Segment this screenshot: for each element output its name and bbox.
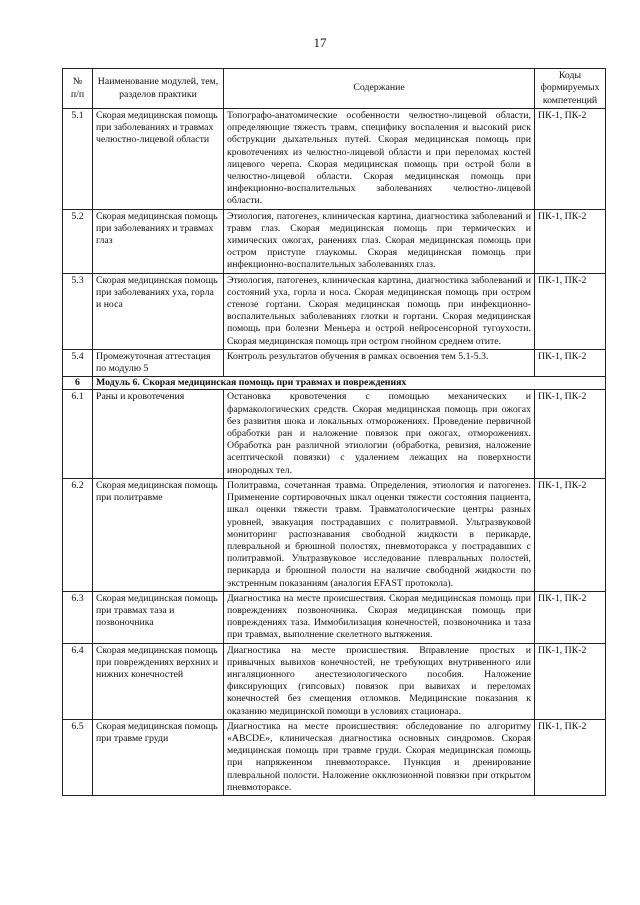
row-num: 6.5	[63, 719, 93, 795]
row-module: Скорая медицинская помощь при политравме	[93, 478, 224, 591]
row-codes: ПК-1, ПК-2	[535, 643, 606, 719]
row-module: Скорая медицинская помощь при заболеваниях и травмах глаз	[93, 209, 224, 273]
section-title: Модуль 6. Скорая медицинская помощь при травмах и повреждениях	[93, 377, 606, 390]
table-row	[63, 390, 606, 478]
table-row	[63, 591, 606, 643]
row-num: 6.3	[63, 591, 93, 643]
row-num: 5.1	[63, 109, 93, 210]
row-codes: ПК-1, ПК-2	[535, 390, 606, 478]
row-module: Скорая медицинская помощь при заболеваниях и травмах челюстно-лицевой области	[93, 109, 224, 210]
row-num: 6.1	[63, 390, 93, 478]
header-codes: Коды формируемых компетенций	[535, 69, 606, 109]
table-row	[63, 719, 606, 795]
row-content: Контроль результатов обучения в рамках освоения тем 5.1-5.3.	[224, 349, 535, 376]
row-module: Скорая медицинская помощь при заболеваниях уха, горла и носа	[93, 273, 224, 349]
row-codes: ПК-1, ПК-2	[535, 209, 606, 273]
table-row	[63, 478, 606, 591]
table-row	[63, 273, 606, 349]
row-codes: ПК-1, ПК-2	[535, 349, 606, 376]
row-num: 5.4	[63, 349, 93, 376]
row-module: Скорая медицинская помощь при повреждениях верхних и нижних конечностей	[93, 643, 224, 719]
row-content: Диагностика на месте происшествия. Скорая медицинская помощь при повреждениях позвоночника. Скорая медицинская помощь при повреждениях таза. Иммобилизация конечностей, позвоночника и таза при травмах, выполнение скелетного вытяжения.	[224, 591, 535, 643]
row-content: Этиология, патогенез, клиническая картина, диагностика заболеваний и состояний уха, горла и носа. Скорая медицинская помощь при остром стенозе гортани. Скорая медицинская помощь при инфекционно-воспалительных заболеваниях глотки и гортани. Скорая медицинская помощь при болезни Меньера и острой нейросенсорной тугоухости. Скорая медицинская помощь при остром гнойном среднем отите.	[224, 273, 535, 349]
table-row	[63, 109, 606, 210]
header-module: Наименование модулей, тем, разделов практики	[93, 69, 224, 109]
header-num: № п/п	[63, 69, 93, 109]
section-row	[63, 377, 606, 390]
row-num: 6.4	[63, 643, 93, 719]
row-num: 6.2	[63, 478, 93, 591]
page-number: 17	[313, 35, 327, 50]
row-content: Диагностика на месте происшествия: обследование по алгоритму «ABCDE», клиническая диагностика основных синдромов. Скорая медицинская помощь при травме груди. Скорая медицинская помощь при напряженном пневмотораксе. Пункция и дренирование плевральной полости. Наложение окклюзионной повязки при открытом пневмотораксе.	[224, 719, 535, 795]
table-row	[63, 349, 606, 376]
row-content: Топографо-анатомические особенности челюстно-лицевой области, определяющие тяжесть травм, специфику воспаления и высокий риск обструкции дыхательных путей. Скорая медицинская помощь при кровотечениях из челюстно-лицевой области и при переломах костей лицевого черепа. Скорая медицинская помощь при острой боли в челюстно-лицевой области. Скорая медицинская помощь при инфекционно-воспалительных заболеваниях челюстно-лицевой области.	[224, 109, 535, 210]
row-codes: ПК-1, ПК-2	[535, 719, 606, 795]
table-row	[63, 209, 606, 273]
row-codes: ПК-1, ПК-2	[535, 109, 606, 210]
row-codes: ПК-1, ПК-2	[535, 591, 606, 643]
row-module: Раны и кровотечения	[93, 390, 224, 478]
curriculum-table	[62, 68, 606, 796]
row-num: 5.3	[63, 273, 93, 349]
row-content: Политравма, сочетанная травма. Определения, этиология и патогенез. Применение сортировочных шкал оценки тяжести состояния пациента, шкал оценки тяжести травм. Травматологические центры разных уровней, эвакуация пострадавших с политравмой. Ультразвуковой мониторинг распознавания свободной жидкости в перикарде, плевральной и брюшной полостях, пневмоторакса у пострадавших с политравмой. Ультразвуковое исследование плевральных полостей, перикарда и брюшной полости на наличие свободной жидкости по экстренным показаниям (аналогия EFAST протокола).	[224, 478, 535, 591]
row-content: Этиология, патогенез, клиническая картина, диагностика заболеваний и травм глаз. Скорая медицинская помощь при термических и химических ожогах, ранениях глаз. Скорая медицинская помощь при остром приступе глаукомы. Скорая медицинская помощь при инфекционно-воспалительных заболеваниях глаз.	[224, 209, 535, 273]
row-num: 5.2	[63, 209, 93, 273]
row-content: Остановка кровотечения с помощью механических и фармакологических средств. Скорая медицинская помощь при ожогах без развития шока и локальных отморожениях. Проведение первичной обработки ран и наложение повязок при ожогах, отморожениях. Обработка ран различной этиологии (обработка, ревизия, наложение асептической повязки) с удалением лежащих на поверхности инородных тел.	[224, 390, 535, 478]
row-module: Скорая медицинская помощь при травмах таза и позвоночника	[93, 591, 224, 643]
row-codes: ПК-1, ПК-2	[535, 273, 606, 349]
section-num: 6	[63, 377, 93, 390]
row-codes: ПК-1, ПК-2	[535, 478, 606, 591]
row-content: Диагностика на месте происшествия. Вправление простых и привычных вывихов конечностей, не требующих внутривенного или ингаляционного анестезиологического пособия. Наложение фиксирующих (гипсовых) повязок при вывихах и переломах конечностей без смещения отломков. Медицинские показания к оказанию медицинской помощи в условиях стационара.	[224, 643, 535, 719]
header-content: Содержание	[224, 69, 535, 109]
row-module: Промежуточная аттестация по модулю 5	[93, 349, 224, 376]
table-row	[63, 643, 606, 719]
row-module: Скорая медицинская помощь при травме груди	[93, 719, 224, 795]
table-header-row	[63, 69, 606, 109]
